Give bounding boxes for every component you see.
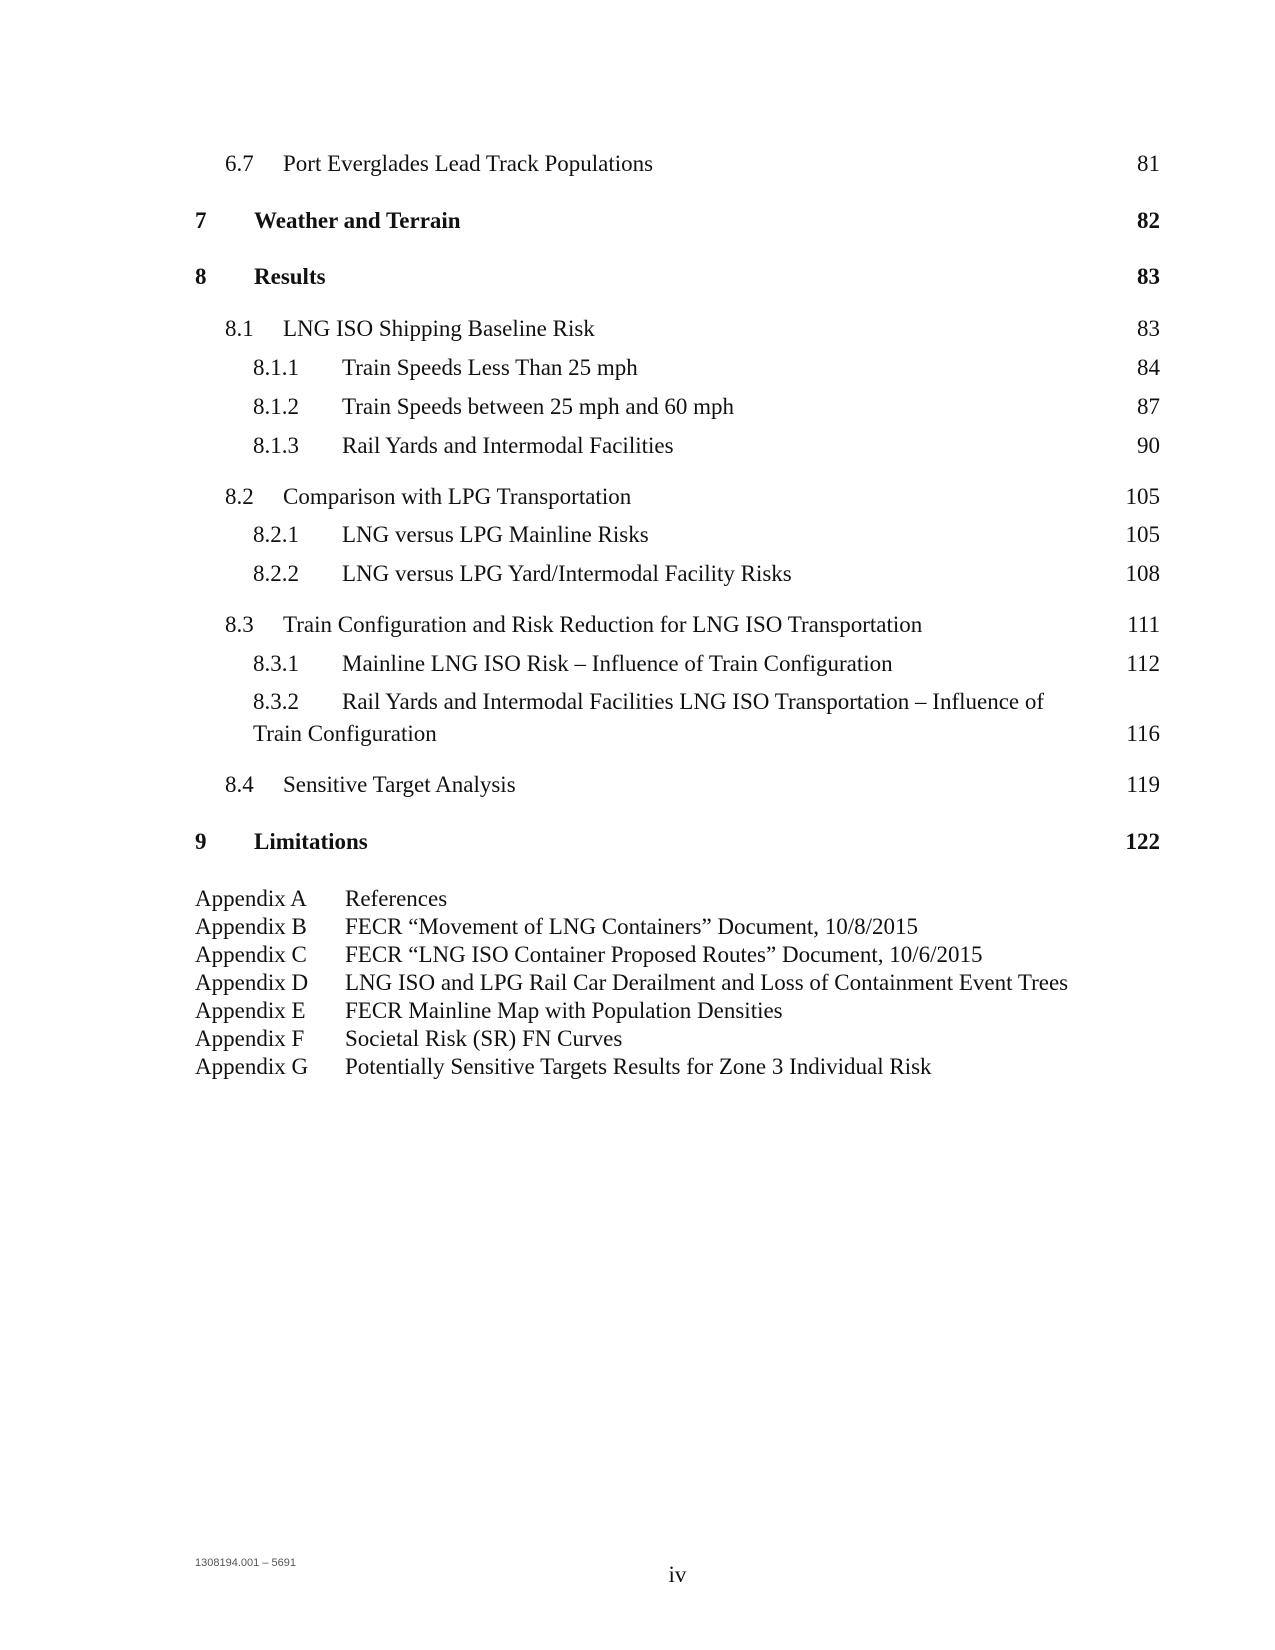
appendix-title: References (345, 886, 448, 911)
appendix-title: LNG ISO and LPG Rail Car Derailment and Loss of Containment Event Trees (345, 970, 1069, 995)
toc-page-number: 119 (1126, 772, 1160, 797)
toc-page-number: 105 (1125, 484, 1160, 509)
toc-section-title: LNG versus LPG Yard/Intermodal Facility Risks (342, 561, 792, 586)
appendix-title: FECR “Movement of LNG Containers” Document, 10/8/2015 (345, 914, 919, 939)
toc-section-number: 8.3.2 (253, 689, 299, 714)
toc-section-number: 6.7 (225, 151, 254, 176)
toc-section-number: 8.3 (225, 612, 254, 637)
toc-page-number: 90 (1137, 433, 1160, 458)
appendix-title: Potentially Sensitive Targets Results for Zone 3 Individual Risk (345, 1054, 932, 1079)
appendix-label: Appendix G (195, 1054, 309, 1079)
toc-section-title: LNG ISO Shipping Baseline Risk (283, 316, 595, 341)
toc-page-number: 122 (1125, 829, 1160, 854)
toc-entry (253, 688, 1160, 750)
toc-section-title: Comparison with LPG Transportation (283, 484, 632, 509)
toc-page-number: 105 (1125, 522, 1160, 547)
toc-section-number: 7 (195, 208, 207, 233)
toc-section-number: 8.2.1 (253, 522, 299, 547)
appendix-label: Appendix D (195, 970, 309, 995)
toc-section-title-continued: Train Configuration (253, 721, 437, 746)
toc-page-number: 82 (1137, 208, 1160, 233)
toc-page-number: 112 (1126, 651, 1160, 676)
toc-section-title: Sensitive Target Analysis (283, 772, 516, 797)
appendix-label: Appendix E (195, 998, 306, 1023)
appendix-label: Appendix C (195, 942, 307, 967)
toc-section-number: 8.1.3 (253, 433, 299, 458)
toc-section-title: Train Speeds Less Than 25 mph (342, 355, 638, 380)
toc-section-title: Rail Yards and Intermodal Facilities (342, 433, 674, 458)
toc-section-title: Port Everglades Lead Track Populations (283, 151, 654, 176)
toc-section-title: LNG versus LPG Mainline Risks (342, 522, 649, 547)
toc-page-number: 83 (1137, 316, 1160, 341)
toc-section-number: 8 (195, 264, 207, 289)
toc-section-number: 8.1 (225, 316, 254, 341)
toc-page-number: 84 (1137, 355, 1160, 380)
appendix-label: Appendix F (195, 1026, 305, 1051)
appendix-label: Appendix A (195, 886, 307, 911)
toc-page-number: 111 (1127, 612, 1160, 637)
toc-page-number: 87 (1137, 394, 1160, 419)
toc-section-number: 8.2.2 (253, 561, 299, 586)
toc-section-title: Train Configuration and Risk Reduction for LNG ISO Transportation (283, 612, 923, 637)
appendix-title: Societal Risk (SR) FN Curves (345, 1026, 623, 1051)
toc-section-number: 8.1.2 (253, 394, 299, 419)
toc-page-number: 81 (1137, 151, 1160, 176)
toc-page-number: 83 (1137, 264, 1160, 289)
toc-section-number: 8.2 (225, 484, 254, 509)
footer-page-number: iv (668, 1562, 687, 1587)
toc-section-title: Rail Yards and Intermodal Facilities LNG ISO Transportation – Influence of (342, 689, 1045, 714)
toc-section-number: 8.4 (225, 772, 254, 797)
toc-section-number: 9 (195, 829, 207, 854)
toc-section-title: Weather and Terrain (254, 208, 461, 233)
toc-page-number: 108 (1125, 561, 1160, 586)
toc-page-number: 116 (1126, 721, 1160, 746)
toc-section-title: Limitations (254, 829, 368, 854)
toc-section-title: Results (254, 264, 326, 289)
appendix-title: FECR Mainline Map with Population Densities (345, 998, 783, 1023)
toc-section-number: 8.3.1 (253, 651, 299, 676)
toc-section-title: Train Speeds between 25 mph and 60 mph (342, 394, 735, 419)
appendix-label: Appendix B (195, 914, 307, 939)
toc-section-title: Mainline LNG ISO Risk – Influence of Train Configuration (342, 651, 893, 676)
toc-section-number: 8.1.1 (253, 355, 299, 380)
footer-document-id: 1308194.001 – 5691 (195, 1557, 296, 1569)
appendix-title: FECR “LNG ISO Container Proposed Routes” Document, 10/6/2015 (345, 942, 983, 967)
